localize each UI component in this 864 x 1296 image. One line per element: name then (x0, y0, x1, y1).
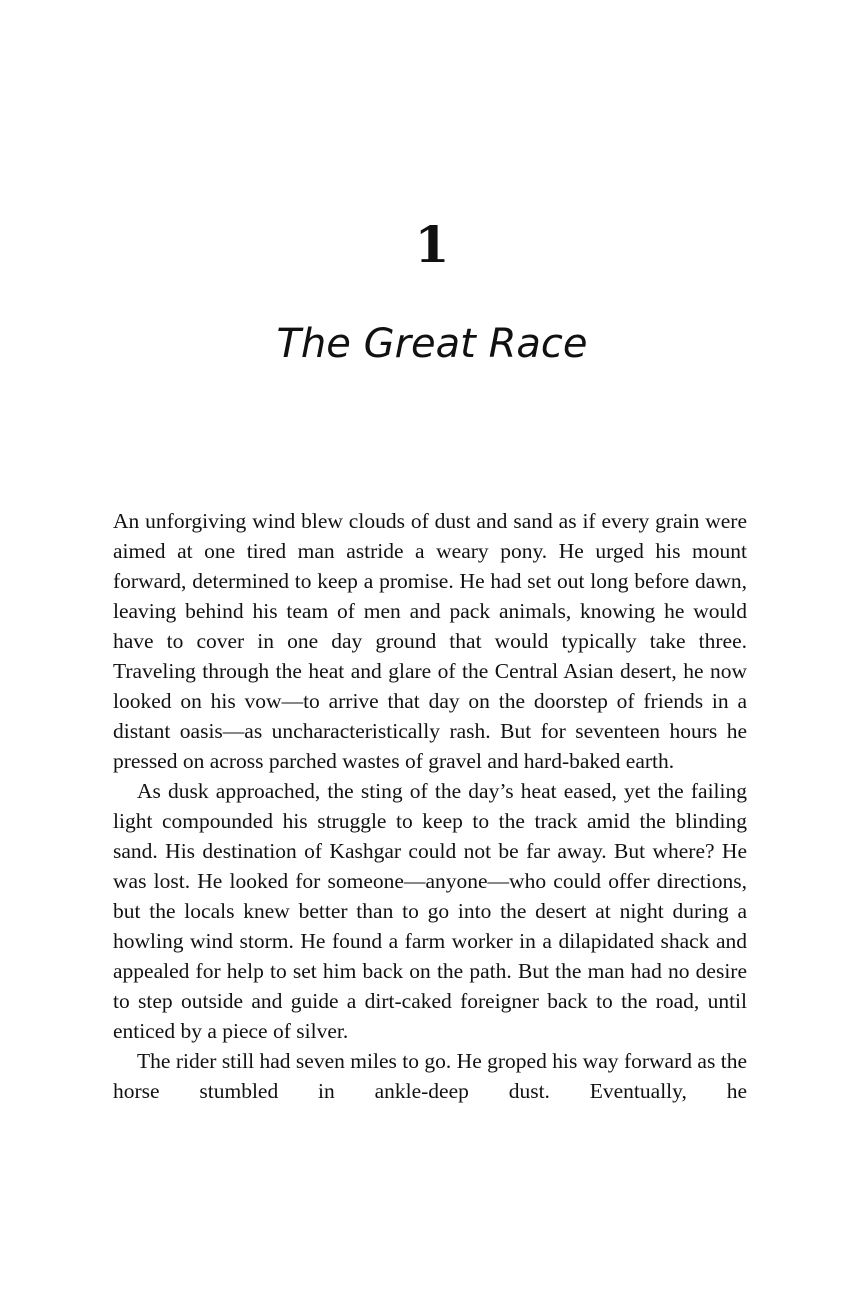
chapter-title: The Great Race (276, 321, 588, 367)
chapter-body (113, 506, 747, 1106)
paragraph-2: As dusk approached, the sting of the day’s heat eased, yet the failing light compounded his struggle to keep to the track amid the blinding sand. His destination of Kashgar could not be far away. But where? He was lost. He looked for someone—anyone—who could offer directions, but the locals knew better than to go into the desert at night during a howling wind storm. He found a farm worker in a dilapidated shack and appealed for help to set him back on the path. But the man had no desire to step outside and guide a dirt-caked foreigner back to the road, until enticed by a piece of silver. (113, 779, 747, 1043)
paragraph-1: An unforgiving wind blew clouds of dust and sand as if every grain were aimed at one tired man astride a weary pony. He urged his mount forward, determined to keep a promise. He had set out long before dawn, leaving behind his team of men and pack animals, knowing he would have to cover in one day ground that would typically take three. Traveling through the heat and glare of the Central Asian desert, he now looked on his vow—to arrive that day on the doorstep of friends in a distant oasis—as uncharacteristically rash. But for seventeen hours he pressed on across parched wastes of gravel and hard-baked earth. (113, 509, 747, 773)
paragraph-3: The rider still had seven miles to go. He groped his way forward as the horse stumbled in ankle-deep dust. Eventually, he (113, 1049, 747, 1103)
chapter-number: 1 (414, 215, 450, 274)
